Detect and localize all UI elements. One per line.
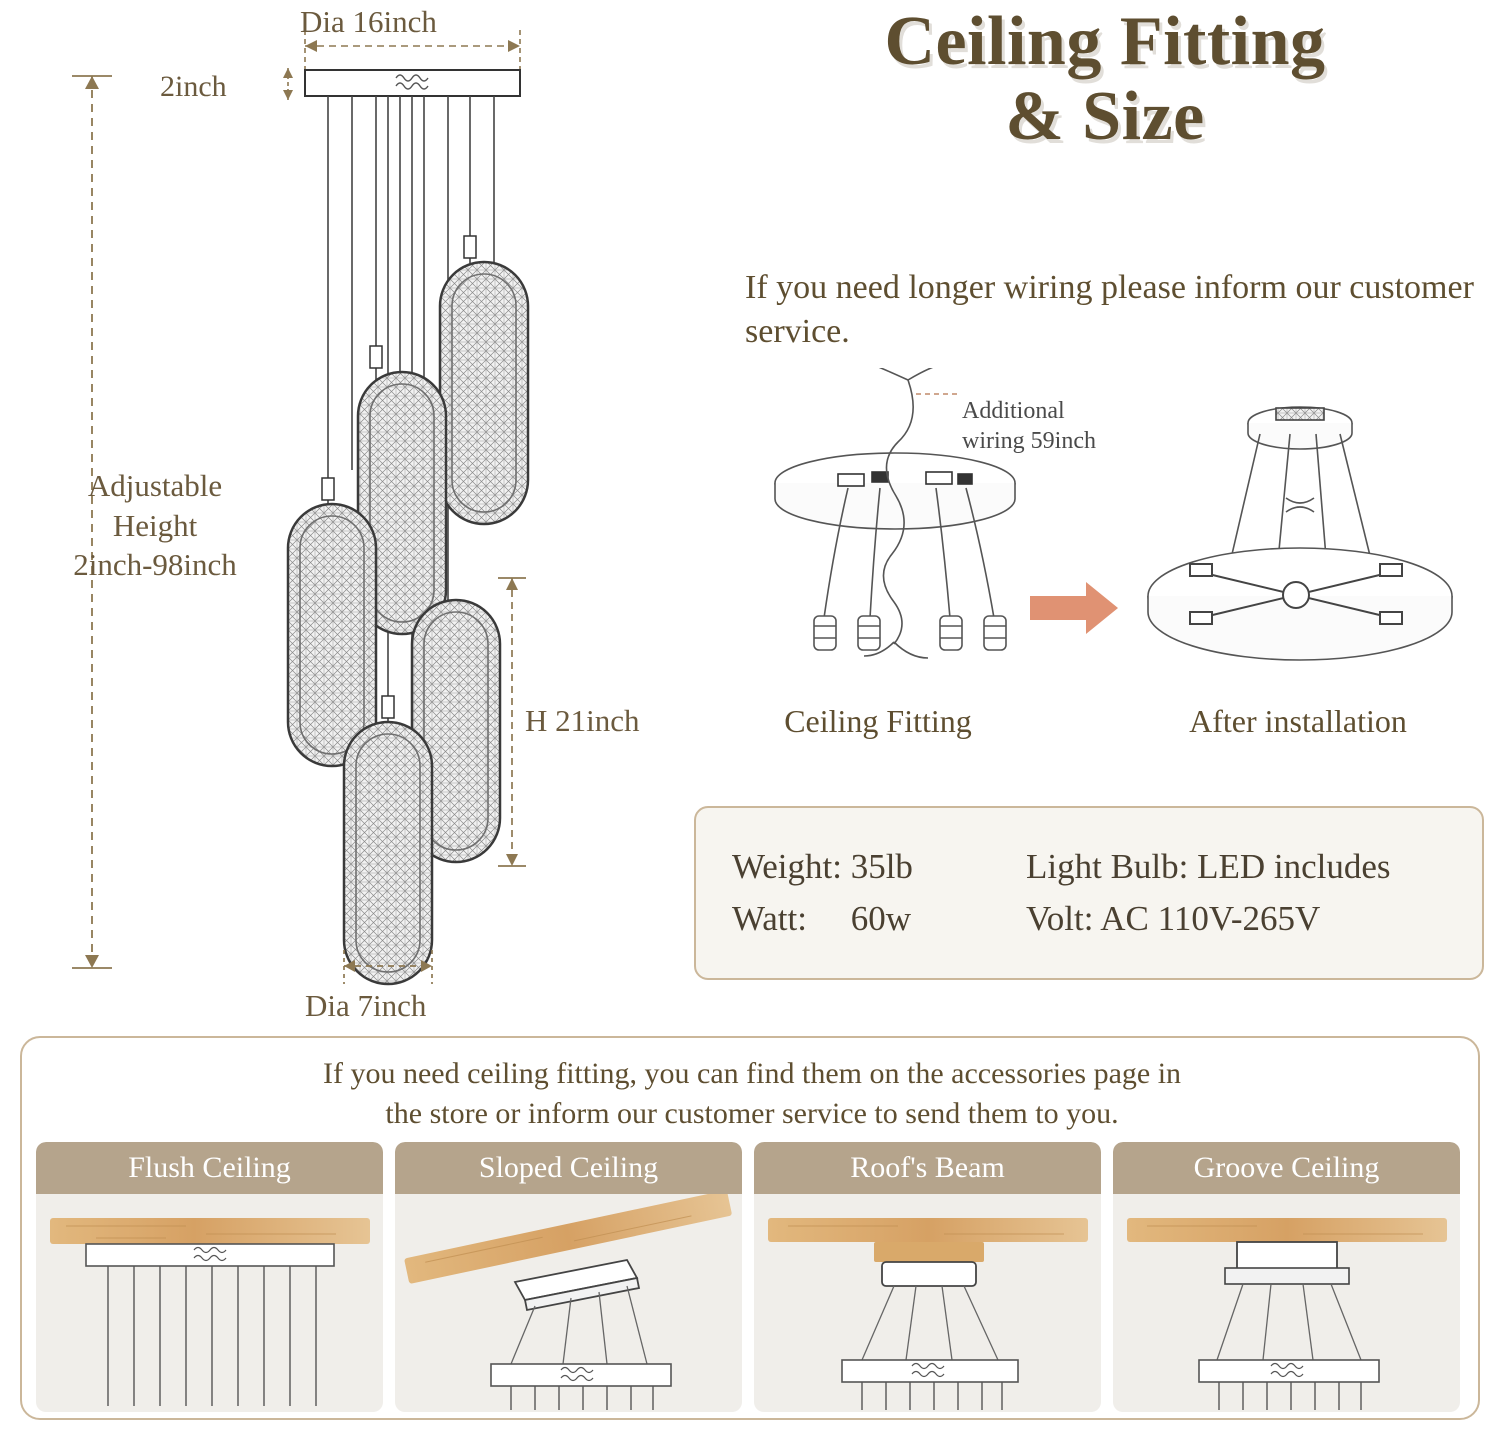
wiring-subtitle: If you need longer wiring please inform our customer service. bbox=[745, 269, 1474, 351]
spec-bulb: Light Bulb: LED includes bbox=[1026, 847, 1391, 886]
arrow-right-icon bbox=[1028, 578, 1120, 638]
dimension-diameter-top: Dia 16inch bbox=[300, 4, 437, 39]
spec-watt-label: Watt: bbox=[732, 899, 807, 938]
card-roofs-beam-illustration bbox=[754, 1194, 1101, 1412]
spec-weight: Weight: 35lb bbox=[732, 847, 913, 886]
card-groove-ceiling[interactable] bbox=[1113, 1142, 1460, 1412]
spec-row-1 bbox=[696, 841, 1482, 893]
spec-watt-value: 60w bbox=[850, 899, 911, 938]
adjustable-line-1: Adjustable bbox=[87, 468, 223, 503]
card-roofs-beam-title: Roof's Beam bbox=[754, 1142, 1101, 1194]
card-sloped-ceiling-illustration bbox=[395, 1194, 742, 1412]
ceiling-type-cards bbox=[36, 1142, 1468, 1412]
wiring-note-line-1: Additional bbox=[962, 398, 1065, 424]
ceiling-fitting-illustration bbox=[720, 368, 1480, 698]
card-groove-ceiling-title: Groove Ceiling bbox=[1113, 1142, 1460, 1194]
spec-row-2 bbox=[696, 893, 1482, 945]
adjustable-line-3: 2inch-98inch bbox=[73, 547, 237, 583]
additional-wiring-note bbox=[962, 396, 1096, 456]
product-dimension-diagram bbox=[0, 0, 700, 1030]
adjustable-line-2: Height bbox=[112, 507, 198, 543]
dimension-diameter-bottom: Dia 7inch bbox=[305, 988, 427, 1023]
spec-volt: Volt: AC 110V-265V bbox=[1026, 899, 1321, 938]
card-groove-ceiling-illustration bbox=[1113, 1194, 1460, 1412]
accessories-note bbox=[62, 1054, 1442, 1133]
card-flush-ceiling-title: Flush Ceiling bbox=[36, 1142, 383, 1194]
card-flush-ceiling-illustration bbox=[36, 1194, 383, 1412]
page-title bbox=[720, 3, 1490, 155]
card-sloped-ceiling-title: Sloped Ceiling bbox=[395, 1142, 742, 1194]
accessories-note-line-2: the store or inform our customer service to send them to you. bbox=[385, 1096, 1119, 1130]
caption-ceiling-fitting: Ceiling Fitting bbox=[784, 703, 972, 739]
title-line-2: & Size bbox=[1005, 77, 1205, 155]
ceiling-fitting-options-panel bbox=[20, 1036, 1480, 1420]
dimension-adjustable-height bbox=[30, 466, 280, 585]
wiring-note-line-2: wiring 59inch bbox=[962, 428, 1096, 454]
spec-watt bbox=[696, 899, 1026, 939]
caption-after-installation: After installation bbox=[1189, 703, 1407, 739]
accessories-note-line-1: If you need ceiling fitting, you can find them on the accessories page in bbox=[322, 1057, 1182, 1090]
dimension-fixture-height: H 21inch bbox=[525, 703, 640, 738]
title-line-1: Ceiling Fitting bbox=[884, 3, 1326, 80]
dimension-canopy-thickness: 2inch bbox=[160, 70, 227, 103]
card-sloped-ceiling[interactable] bbox=[395, 1142, 742, 1412]
card-flush-ceiling[interactable] bbox=[36, 1142, 383, 1412]
specifications-box bbox=[694, 806, 1484, 980]
card-roofs-beam[interactable] bbox=[754, 1142, 1101, 1412]
